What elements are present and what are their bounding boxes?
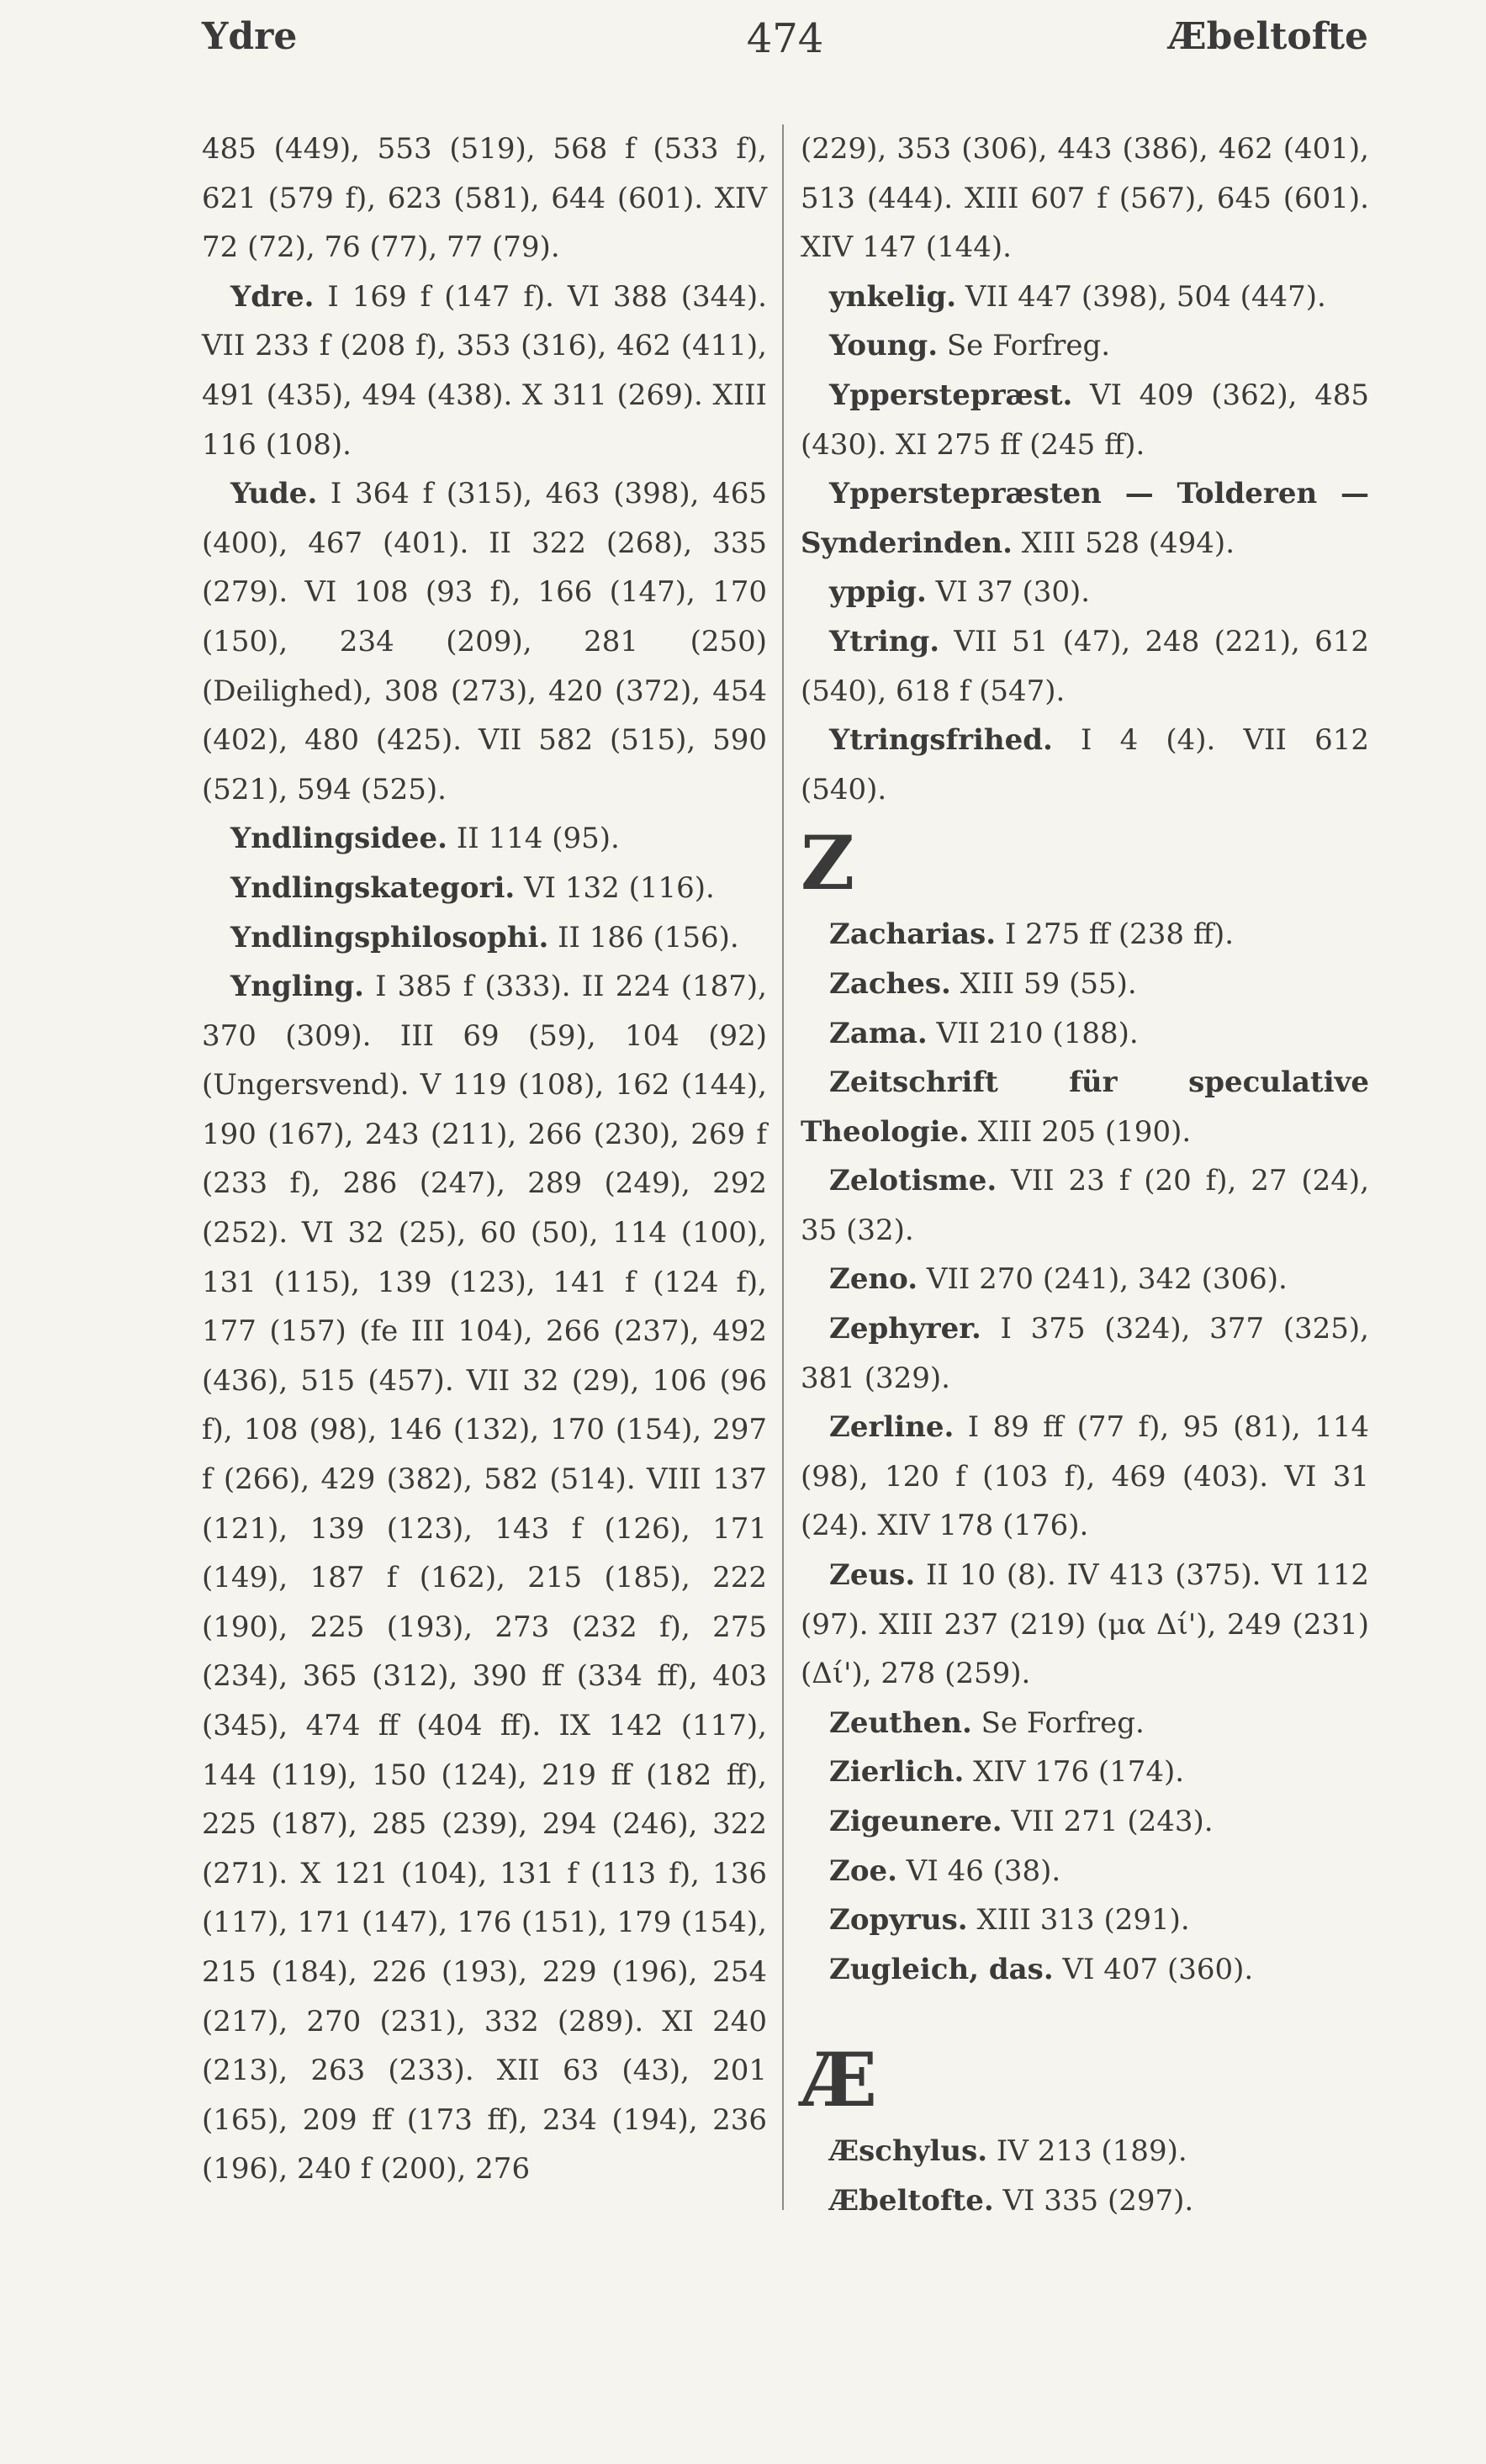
entry-references: (229), 353 (306), 443 (386), 462 (401), 513 (444). XIII 607 f (567), 645 (601). XIV 147 (144).	[801, 132, 1369, 265]
entry-references: VII 51 (47), 248 (221), 612 (540), 618 f (547).	[801, 624, 1369, 708]
index-entry	[801, 910, 1369, 960]
entry-headword: Zama.	[829, 1016, 928, 1050]
index-entry	[202, 814, 767, 864]
entry-references: VI 37 (30).	[926, 575, 1091, 610]
index-entry	[202, 469, 767, 814]
entry-references: 485 (449), 553 (519), 568 f (533 f), 621 (579 f), 623 (581), 644 (601). XIV 72 (72), 76 (77), 77 (79).	[202, 132, 767, 265]
entry-headword: Æbeltofte.	[829, 2183, 994, 2218]
entry-headword: Ytring.	[829, 624, 940, 658]
index-entry	[801, 321, 1369, 371]
index-entry	[202, 272, 767, 469]
index-entry	[801, 1304, 1369, 1403]
entry-references: XIII 205 (190).	[969, 1114, 1192, 1149]
index-entry	[801, 617, 1369, 716]
entry-references: VII 270 (241), 342 (306).	[918, 1262, 1288, 1297]
entry-headword: Zopyrus.	[829, 1903, 968, 1938]
left-column	[202, 124, 767, 2194]
index-entry	[801, 1255, 1369, 1304]
entry-headword: Ypperstepræst.	[829, 378, 1073, 412]
index-entry	[801, 2176, 1369, 2226]
entry-references: VI 407 (360).	[1053, 1952, 1254, 1986]
entry-headword: Zierlich.	[829, 1755, 965, 1790]
entry-references: I 385 f (333). II 224 (187), 370 (309). III 69 (59), 104 (92) (Ungersvend). V 119 (108), 162 (144), 190 (167), 243 (211), 266 (230), 269 f (233 f), 286 (247), 289 (249), 292 (252). VI 32 (25), 60 (50), 114 (100), 131 (115), 139 (123), 141 f (124 f), 177 (157) (fe III 104), 266 (237), 492 (436), 515 (457). VII 32 (29), 106 (96 f), 108 (98), 146 (132), 170 (154), 297 f (266), 429 (382), 582 (514). VIII 137 (121), 139 (123), 143 f (126), 171 (149), 187 f (162), 215 (185), 222 (190), 225 (193), 273 (232 f), 275 (234), 365 (312), 390 ff (334 ff), 403 (345), 474 ff (404 ff). IX 142 (117), 144 (119), 150 (124), 219 ff (182 ff), 225 (187), 285 (239), 294 (246), 322 (271). X 121 (104), 131 f (113 f), 136 (117), 171 (147), 176 (151), 179 (154), 215 (184), 226 (193), 229 (196), 254 (217), 270 (231), 332 (289). XI 240 (213), 263 (233). XII 63 (43), 201 (165), 209 ff (173 ff), 234 (194), 236 (196), 240 f (200), 276	[202, 970, 767, 2186]
entry-headword: Ydre.	[230, 279, 315, 314]
entry-headword: Zoe.	[829, 1853, 897, 1888]
entry-headword: Yndlingsphilosophi.	[230, 920, 549, 954]
index-entry	[801, 1847, 1369, 1896]
index-entry	[801, 568, 1369, 617]
section-letter: Z	[801, 819, 855, 907]
entry-headword: Ytringsfrihed.	[829, 723, 1053, 758]
entry-headword: Zacharias.	[829, 917, 997, 952]
page-number: 474	[746, 15, 824, 62]
index-entry	[801, 1748, 1369, 1797]
header-left-catchword: Ydre	[202, 15, 298, 58]
entry-references: II 114 (95).	[447, 822, 620, 856]
index-entry	[202, 124, 767, 272]
entry-references: VI 46 (38).	[896, 1853, 1061, 1888]
entry-headword: yppig.	[829, 575, 927, 610]
entry-headword: Zeus.	[829, 1558, 916, 1593]
entry-headword: Yndlingskategori.	[230, 870, 516, 905]
entry-references: XIII 59 (55).	[950, 966, 1137, 1001]
entry-references: IV 213 (189).	[987, 2134, 1187, 2169]
index-entry	[801, 1797, 1369, 1847]
entry-references: VII 447 (398), 504 (447).	[956, 279, 1326, 314]
entry-headword: Æschylus.	[829, 2134, 988, 2169]
entry-headword: Ypperstepræsten — Tolderen — Synderinden.	[801, 477, 1369, 560]
header-right-catchword: Æbeltofte	[1168, 15, 1368, 58]
entry-headword: Yude.	[230, 477, 318, 511]
entry-references: II 10 (8). IV 413 (375). VI 112 (97). XIII 237 (219) (μα Δί'), 249 (231) (Δί'), 278 (259).	[801, 1558, 1369, 1691]
entry-references: I 375 (324), 377 (325), 381 (329).	[801, 1312, 1369, 1395]
entry-headword: Yngling.	[230, 970, 364, 1004]
entry-headword: Young.	[829, 329, 939, 363]
index-entry	[801, 716, 1369, 814]
index-entry	[801, 272, 1369, 322]
entry-references: XIV 176 (174).	[964, 1755, 1185, 1790]
entry-references: XIII 528 (494).	[1012, 526, 1235, 560]
index-entry	[801, 960, 1369, 1009]
entry-references: II 186 (156).	[548, 920, 739, 954]
index-entry	[202, 913, 767, 963]
entry-headword: Yndlingsidee.	[230, 822, 448, 856]
index-entry	[801, 1403, 1369, 1551]
section-letter: Æ	[801, 2036, 878, 2124]
entry-references: VII 210 (188).	[927, 1016, 1139, 1050]
entry-headword: Zephyrer.	[829, 1312, 981, 1346]
entry-headword: Zelotisme.	[829, 1164, 997, 1198]
column-divider	[782, 124, 784, 2210]
index-entry	[801, 124, 1369, 272]
entry-references: VII 271 (243).	[1002, 1805, 1214, 1838]
running-header	[202, 15, 1368, 74]
entry-references: I 275 ff (238 ff).	[996, 917, 1235, 952]
index-entry	[801, 1896, 1369, 1945]
entry-references: Se Forfreg.	[938, 329, 1111, 363]
index-entry	[202, 962, 767, 2194]
index-entry	[801, 1058, 1369, 1156]
entry-references: I 169 f (147 f). VI 388 (344). VII 233 f (208 f), 353 (316), 462 (411), 491 (435), 494 (438). X 311 (269). XIII 116 (108).	[202, 279, 767, 462]
index-entry	[801, 1551, 1369, 1699]
entry-references: I 89 ff (77 f), 95 (81), 114 (98), 120 f (103 f), 469 (403). VI 31 (24). XIV 178 (176).	[801, 1410, 1369, 1543]
index-entry	[801, 1699, 1369, 1748]
entry-references: I 4 (4). VII 612 (540).	[801, 723, 1369, 806]
index-entry	[801, 1945, 1369, 1995]
entry-headword: Zeuthen.	[829, 1705, 972, 1740]
entry-references: Se Forfreg.	[971, 1705, 1145, 1740]
index-entry	[202, 864, 767, 913]
entry-references: VI 132 (116).	[515, 870, 715, 905]
entry-references: VI 409 (362), 485 (430). XI 275 ff (245 ff).	[801, 378, 1369, 462]
entry-references: I 364 f (315), 463 (398), 465 (400), 467 (401). II 322 (268), 335 (279). VI 108 (93 f), 166 (147), 170 (150), 234 (209), 281 (250) (Deilighed), 308 (273), 420 (372), 454 (402), 480 (425). VII 582 (515), 590 (521), 594 (525).	[202, 477, 767, 806]
entry-headword: Zerline.	[829, 1410, 955, 1445]
entry-headword: Zugleich, das.	[829, 1952, 1054, 1986]
entry-headword: Zeitschrift für speculative Theologie.	[801, 1065, 1369, 1149]
index-entry	[801, 1156, 1369, 1255]
entry-references: VI 335 (297).	[993, 2183, 1194, 2218]
entry-references: XIII 313 (291).	[967, 1903, 1190, 1938]
entry-headword: Zigeunere.	[829, 1805, 1002, 1838]
entry-headword: Zaches.	[829, 966, 951, 1001]
index-entry	[801, 371, 1369, 469]
entry-references: VII 23 f (20 f), 27 (24), 35 (32).	[801, 1164, 1369, 1247]
entry-headword: ynkelig.	[829, 279, 957, 314]
entry-headword: Zeno.	[829, 1262, 918, 1297]
index-entry	[801, 1009, 1369, 1059]
index-entry	[801, 2127, 1369, 2176]
index-entry	[801, 469, 1369, 568]
right-column	[801, 124, 1369, 2226]
